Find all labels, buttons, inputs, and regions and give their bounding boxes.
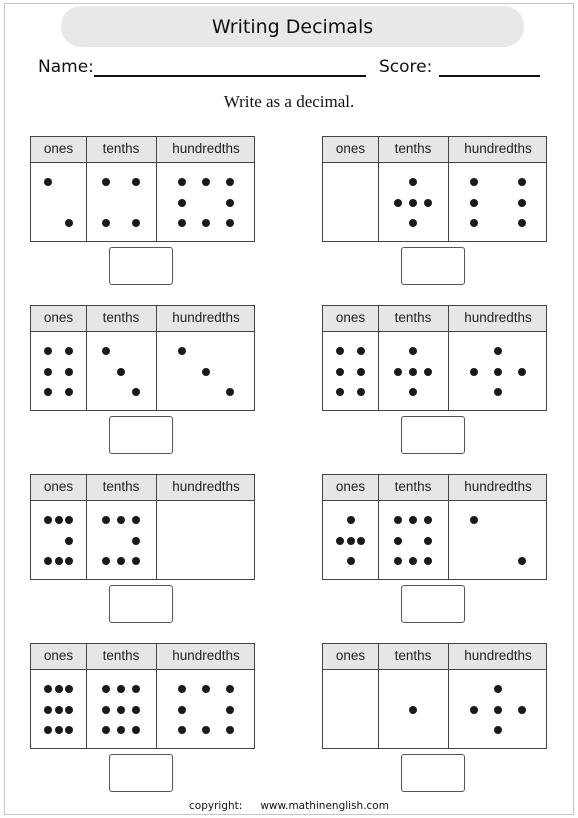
- tenths-dot: [394, 368, 402, 376]
- column-header-tenths: tenths: [102, 648, 140, 663]
- column-header-hundredths: hundredths: [464, 648, 532, 663]
- column-header-hundredths: hundredths: [464, 479, 532, 494]
- column-header-hundredths: hundredths: [464, 310, 532, 325]
- tenths-dot: [102, 557, 110, 565]
- name-score-row: [38, 55, 543, 81]
- tenths-dot: [424, 368, 432, 376]
- ones-dot: [65, 368, 73, 376]
- tenths-dot: [394, 516, 402, 524]
- column-header-ones: ones: [335, 479, 366, 494]
- tenths-dot: [117, 557, 125, 565]
- tenths-dot: [424, 537, 432, 545]
- hundredths-dot: [226, 388, 234, 396]
- column-header-tenths: tenths: [394, 310, 432, 325]
- place-value-table: [322, 643, 547, 749]
- instruction: Write as a decimal.: [223, 92, 355, 111]
- hundredths-dot: [494, 706, 502, 714]
- ones-dot: [336, 537, 344, 545]
- ones-dot: [44, 685, 52, 693]
- tenths-dot: [409, 388, 417, 396]
- tenths-dot: [132, 219, 140, 227]
- tenths-dot: [409, 347, 417, 355]
- tenths-dot: [132, 537, 140, 545]
- tenths-dot: [394, 199, 402, 207]
- ones-dot: [65, 537, 73, 545]
- answer-box[interactable]: [109, 416, 173, 454]
- ones-dot: [65, 706, 73, 714]
- hundredths-dot: [494, 347, 502, 355]
- ones-dot: [65, 219, 73, 227]
- hundredths-dot: [226, 199, 234, 207]
- tenths-dot: [409, 368, 417, 376]
- column-header-hundredths: hundredths: [172, 479, 240, 494]
- answer-box[interactable]: [109, 247, 173, 285]
- worksheet-title: [61, 6, 524, 47]
- column-divider: [156, 306, 157, 410]
- hundredths-dot: [178, 706, 186, 714]
- column-divider: [156, 137, 157, 241]
- ones-dot: [44, 347, 52, 355]
- ones-dot: [357, 368, 365, 376]
- ones-dot: [44, 557, 52, 565]
- column-header-tenths: tenths: [394, 479, 432, 494]
- ones-dot: [55, 685, 63, 693]
- ones-dot: [55, 706, 63, 714]
- worksheet-title-text: Writing Decimals: [211, 15, 374, 38]
- ones-dot: [336, 368, 344, 376]
- answer-box[interactable]: [109, 585, 173, 623]
- tenths-dot: [132, 516, 140, 524]
- hundredths-dot: [494, 726, 502, 734]
- column-divider: [448, 475, 449, 579]
- column-header-ones: ones: [43, 648, 74, 663]
- tenths-dot: [102, 685, 110, 693]
- ones-dot: [357, 388, 365, 396]
- ones-dot: [65, 388, 73, 396]
- hundredths-dot: [226, 685, 234, 693]
- ones-dot: [65, 557, 73, 565]
- hundredths-dot: [226, 726, 234, 734]
- ones-dot: [44, 516, 52, 524]
- copyright-label: copyright:: [189, 800, 243, 812]
- column-divider: [86, 306, 87, 410]
- place-value-table: [30, 643, 255, 749]
- tenths-dot: [132, 557, 140, 565]
- ones-dot: [55, 516, 63, 524]
- ones-dot: [347, 537, 355, 545]
- tenths-dot: [132, 726, 140, 734]
- hundredths-dot: [470, 516, 478, 524]
- column-header-tenths: tenths: [394, 648, 432, 663]
- tenths-dot: [424, 557, 432, 565]
- column-divider: [86, 475, 87, 579]
- hundredths-dot: [178, 726, 186, 734]
- tenths-dot: [409, 557, 417, 565]
- column-header-ones: ones: [335, 141, 366, 156]
- hundredths-dot: [202, 685, 210, 693]
- tenths-dot: [102, 726, 110, 734]
- column-header-ones: ones: [43, 141, 74, 156]
- hundredths-dot: [470, 178, 478, 186]
- hundredths-dot: [470, 368, 478, 376]
- place-value-table: [30, 136, 255, 242]
- hundredths-dot: [518, 368, 526, 376]
- column-divider: [448, 306, 449, 410]
- place-value-table: [322, 136, 547, 242]
- answer-box[interactable]: [401, 247, 465, 285]
- tenths-dot: [409, 178, 417, 186]
- ones-dot: [55, 726, 63, 734]
- tenths-dot: [132, 706, 140, 714]
- tenths-dot: [394, 557, 402, 565]
- hundredths-dot: [470, 706, 478, 714]
- column-header-tenths: tenths: [102, 310, 140, 325]
- column-header-tenths: tenths: [102, 141, 140, 156]
- hundredths-dot: [226, 178, 234, 186]
- answer-box[interactable]: [109, 754, 173, 792]
- place-value-table: [322, 305, 547, 411]
- answer-box[interactable]: [401, 754, 465, 792]
- place-value-table: [30, 474, 255, 580]
- ones-dot: [65, 516, 73, 524]
- column-divider: [156, 644, 157, 748]
- hundredths-dot: [494, 685, 502, 693]
- tenths-dot: [102, 706, 110, 714]
- ones-dot: [65, 726, 73, 734]
- column-divider: [448, 137, 449, 241]
- column-divider: [378, 644, 379, 748]
- hundredths-dot: [518, 199, 526, 207]
- footer: [0, 800, 578, 812]
- column-divider: [86, 644, 87, 748]
- tenths-dot: [409, 199, 417, 207]
- tenths-dot: [409, 219, 417, 227]
- column-divider: [378, 475, 379, 579]
- hundredths-dot: [518, 178, 526, 186]
- tenths-dot: [409, 706, 417, 714]
- ones-dot: [44, 368, 52, 376]
- column-divider: [378, 306, 379, 410]
- tenths-dot: [102, 347, 110, 355]
- tenths-dot: [132, 685, 140, 693]
- score-field[interactable]: [439, 75, 540, 77]
- column-header-hundredths: hundredths: [172, 648, 240, 663]
- place-value-table: [322, 474, 547, 580]
- column-divider: [378, 137, 379, 241]
- column-header-ones: ones: [335, 310, 366, 325]
- ones-dot: [336, 347, 344, 355]
- tenths-dot: [117, 706, 125, 714]
- tenths-dot: [394, 537, 402, 545]
- hundredths-dot: [178, 178, 186, 186]
- tenths-dot: [117, 685, 125, 693]
- column-divider: [86, 137, 87, 241]
- tenths-dot: [117, 726, 125, 734]
- name-field[interactable]: [94, 75, 366, 77]
- ones-dot: [65, 685, 73, 693]
- ones-dot: [357, 537, 365, 545]
- hundredths-dot: [202, 726, 210, 734]
- hundredths-dot: [494, 388, 502, 396]
- ones-dot: [55, 557, 63, 565]
- ones-dot: [357, 347, 365, 355]
- copyright-site: www.mathinenglish.com: [260, 800, 389, 812]
- tenths-dot: [117, 368, 125, 376]
- tenths-dot: [102, 219, 110, 227]
- hundredths-dot: [202, 219, 210, 227]
- hundredths-dot: [470, 219, 478, 227]
- answer-box[interactable]: [401, 416, 465, 454]
- column-header-ones: ones: [335, 648, 366, 663]
- name-label: Name:: [38, 57, 94, 77]
- ones-dot: [44, 388, 52, 396]
- column-header-hundredths: hundredths: [172, 141, 240, 156]
- column-divider: [448, 644, 449, 748]
- hundredths-dot: [518, 557, 526, 565]
- hundredths-dot: [226, 219, 234, 227]
- column-header-ones: ones: [43, 310, 74, 325]
- hundredths-dot: [178, 685, 186, 693]
- hundredths-dot: [518, 706, 526, 714]
- ones-dot: [336, 388, 344, 396]
- ones-dot: [347, 516, 355, 524]
- hundredths-dot: [494, 368, 502, 376]
- hundredths-dot: [178, 347, 186, 355]
- tenths-dot: [424, 516, 432, 524]
- ones-dot: [65, 347, 73, 355]
- ones-dot: [44, 726, 52, 734]
- column-header-tenths: tenths: [394, 141, 432, 156]
- score-label: Score:: [379, 57, 433, 77]
- ones-dot: [44, 706, 52, 714]
- ones-dot: [44, 178, 52, 186]
- column-header-ones: ones: [43, 479, 74, 494]
- hundredths-dot: [226, 706, 234, 714]
- column-header-hundredths: hundredths: [464, 141, 532, 156]
- tenths-dot: [102, 516, 110, 524]
- column-header-tenths: tenths: [102, 479, 140, 494]
- tenths-dot: [409, 516, 417, 524]
- hundredths-dot: [518, 219, 526, 227]
- hundredths-dot: [178, 199, 186, 207]
- column-header-hundredths: hundredths: [172, 310, 240, 325]
- hundredths-dot: [202, 368, 210, 376]
- tenths-dot: [424, 199, 432, 207]
- place-value-table: [30, 305, 255, 411]
- tenths-dot: [102, 178, 110, 186]
- hundredths-dot: [202, 178, 210, 186]
- hundredths-dot: [470, 199, 478, 207]
- hundredths-dot: [178, 219, 186, 227]
- answer-box[interactable]: [401, 585, 465, 623]
- ones-dot: [347, 557, 355, 565]
- tenths-dot: [132, 178, 140, 186]
- tenths-dot: [132, 388, 140, 396]
- column-divider: [156, 475, 157, 579]
- tenths-dot: [117, 516, 125, 524]
